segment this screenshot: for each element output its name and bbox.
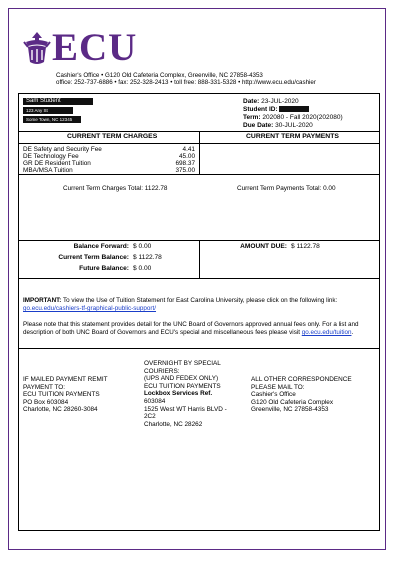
footer-line: 603084 bbox=[144, 397, 166, 405]
footer-line: PAYMENT TO: bbox=[23, 383, 66, 391]
charge-desc: MBA/MSA Tuition bbox=[23, 167, 73, 174]
amount-due-label: AMOUNT DUE: bbox=[240, 243, 287, 250]
important-label: IMPORTANT: bbox=[23, 297, 62, 304]
footer-line: Greenville, NC 27858-4353 bbox=[251, 406, 329, 414]
payments-header: CURRENT TERM PAYMENTS bbox=[246, 133, 339, 140]
logo-wordmark: ECU bbox=[52, 26, 138, 69]
charge-amount: 375.00 bbox=[175, 167, 195, 174]
future-balance-value: $ 0.00 bbox=[133, 265, 152, 272]
footer-line: G120 Old Cafeteria Complex bbox=[251, 398, 334, 406]
divider bbox=[19, 174, 379, 175]
fees-notice bbox=[23, 321, 377, 337]
date-label: Date: bbox=[243, 98, 260, 105]
student-street: 123 Any St bbox=[23, 107, 73, 114]
statement-term bbox=[243, 114, 343, 122]
footer-line: ECU TUITION PAYMENTS bbox=[23, 391, 100, 399]
charge-amount: 698.37 bbox=[175, 160, 195, 167]
term-label: Term: bbox=[243, 114, 261, 121]
footer-line: 1525 West WT Harris BLVD - bbox=[144, 405, 227, 413]
charge-desc: GR DE Resident Tuition bbox=[23, 160, 91, 167]
student-name: Sam Student bbox=[23, 98, 93, 105]
correspondence-address bbox=[251, 376, 352, 414]
footer-line: OVERNIGHT BY SPECIAL bbox=[144, 360, 221, 367]
mail-payment-address bbox=[23, 376, 108, 414]
use-of-tuition-link[interactable]: go.ecu.edu/cashiers-tf-graphical-public-support/ bbox=[23, 305, 157, 312]
amount-due-value: $ 1122.78 bbox=[291, 243, 320, 250]
date-value: 23-JUL-2020 bbox=[261, 98, 299, 105]
office-contact: office: 252-737-6886 • fax: 252-328-2413 • toll free: 888-331-5328 • http://www.ecu.edu/cashier bbox=[56, 79, 316, 86]
balance-forward-label: Balance Forward: bbox=[73, 243, 129, 250]
footer-line: IF MAILED PAYMENT REMIT bbox=[23, 376, 108, 383]
charge-amount: 4.41 bbox=[182, 146, 195, 153]
overnight-courier-address bbox=[144, 360, 227, 428]
office-address: Cashier's Office • G120 Old Cafeteria Complex, Greenville, NC 27858-4353 bbox=[56, 72, 263, 79]
charge-desc: DE Technology Fee bbox=[23, 153, 79, 160]
term-value: 202080 - Fall 2020(202080) bbox=[262, 114, 343, 121]
tuition-link[interactable]: go.ecu.edu/tuition bbox=[301, 329, 352, 336]
student-id-label: Student ID: bbox=[243, 106, 278, 113]
footer-line: Cashier's Office bbox=[251, 391, 296, 399]
student-id-redacted bbox=[279, 106, 309, 112]
student-city: Some Town, NC 12345 bbox=[23, 116, 81, 123]
due-date-value: 30-JUL-2020 bbox=[275, 122, 313, 129]
statement-box bbox=[18, 93, 380, 531]
charge-amount: 45.00 bbox=[179, 153, 195, 160]
current-balance-label: Current Term Balance: bbox=[58, 254, 129, 261]
footer-line: Charlotte, NC 28260-3084 bbox=[23, 406, 98, 414]
charges-header: CURRENT TERM CHARGES bbox=[67, 133, 158, 140]
footer-line: Lockbox Services Ref. bbox=[144, 390, 213, 398]
footer-line: (UPS AND FEDEX ONLY) bbox=[144, 375, 219, 383]
future-balance-label: Future Balance: bbox=[79, 265, 129, 272]
footer-line: ALL OTHER CORRESPONDENCE bbox=[251, 376, 352, 383]
pirate-emblem-icon bbox=[22, 30, 52, 68]
footer-line: PLEASE MAIL TO: bbox=[251, 383, 305, 391]
due-date-label: Due Date: bbox=[243, 122, 274, 129]
footer-line: ECU TUITION PAYMENTS bbox=[144, 382, 221, 390]
charges-total: Current Term Charges Total: 1122.78 bbox=[63, 185, 168, 192]
payments-total: Current Term Payments Total: 0.00 bbox=[237, 185, 336, 192]
charge-desc: DE Safety and Security Fee bbox=[23, 146, 102, 153]
divider bbox=[19, 278, 379, 279]
footer-line: PO Box 603084 bbox=[23, 398, 69, 406]
footer-line: COURIERS: bbox=[144, 367, 180, 375]
student-id bbox=[243, 106, 309, 114]
statement-date bbox=[243, 98, 299, 106]
fees-text: Please note that this statement provides detail for the UNC Board of Governors approved annual fees only. For a list and description of both UNC Board of Governors and ECU's special and miscellaneous fees please visit bbox=[23, 321, 359, 336]
important-notice bbox=[23, 297, 377, 313]
footer-line: 2C2 bbox=[144, 413, 156, 421]
statement-due-date bbox=[243, 122, 313, 130]
current-balance-value: $ 1122.78 bbox=[133, 254, 162, 261]
footer-line: Charlotte, NC 28262 bbox=[144, 420, 203, 428]
fees-text-end: . bbox=[351, 329, 354, 336]
ecu-logo bbox=[22, 26, 138, 69]
important-text: To view the Use of Tuition Statement for East Carolina University, please click on the following link: bbox=[63, 297, 338, 304]
balance-forward-value: $ 0.00 bbox=[133, 243, 152, 250]
column-divider bbox=[199, 131, 200, 174]
divider bbox=[19, 348, 379, 349]
